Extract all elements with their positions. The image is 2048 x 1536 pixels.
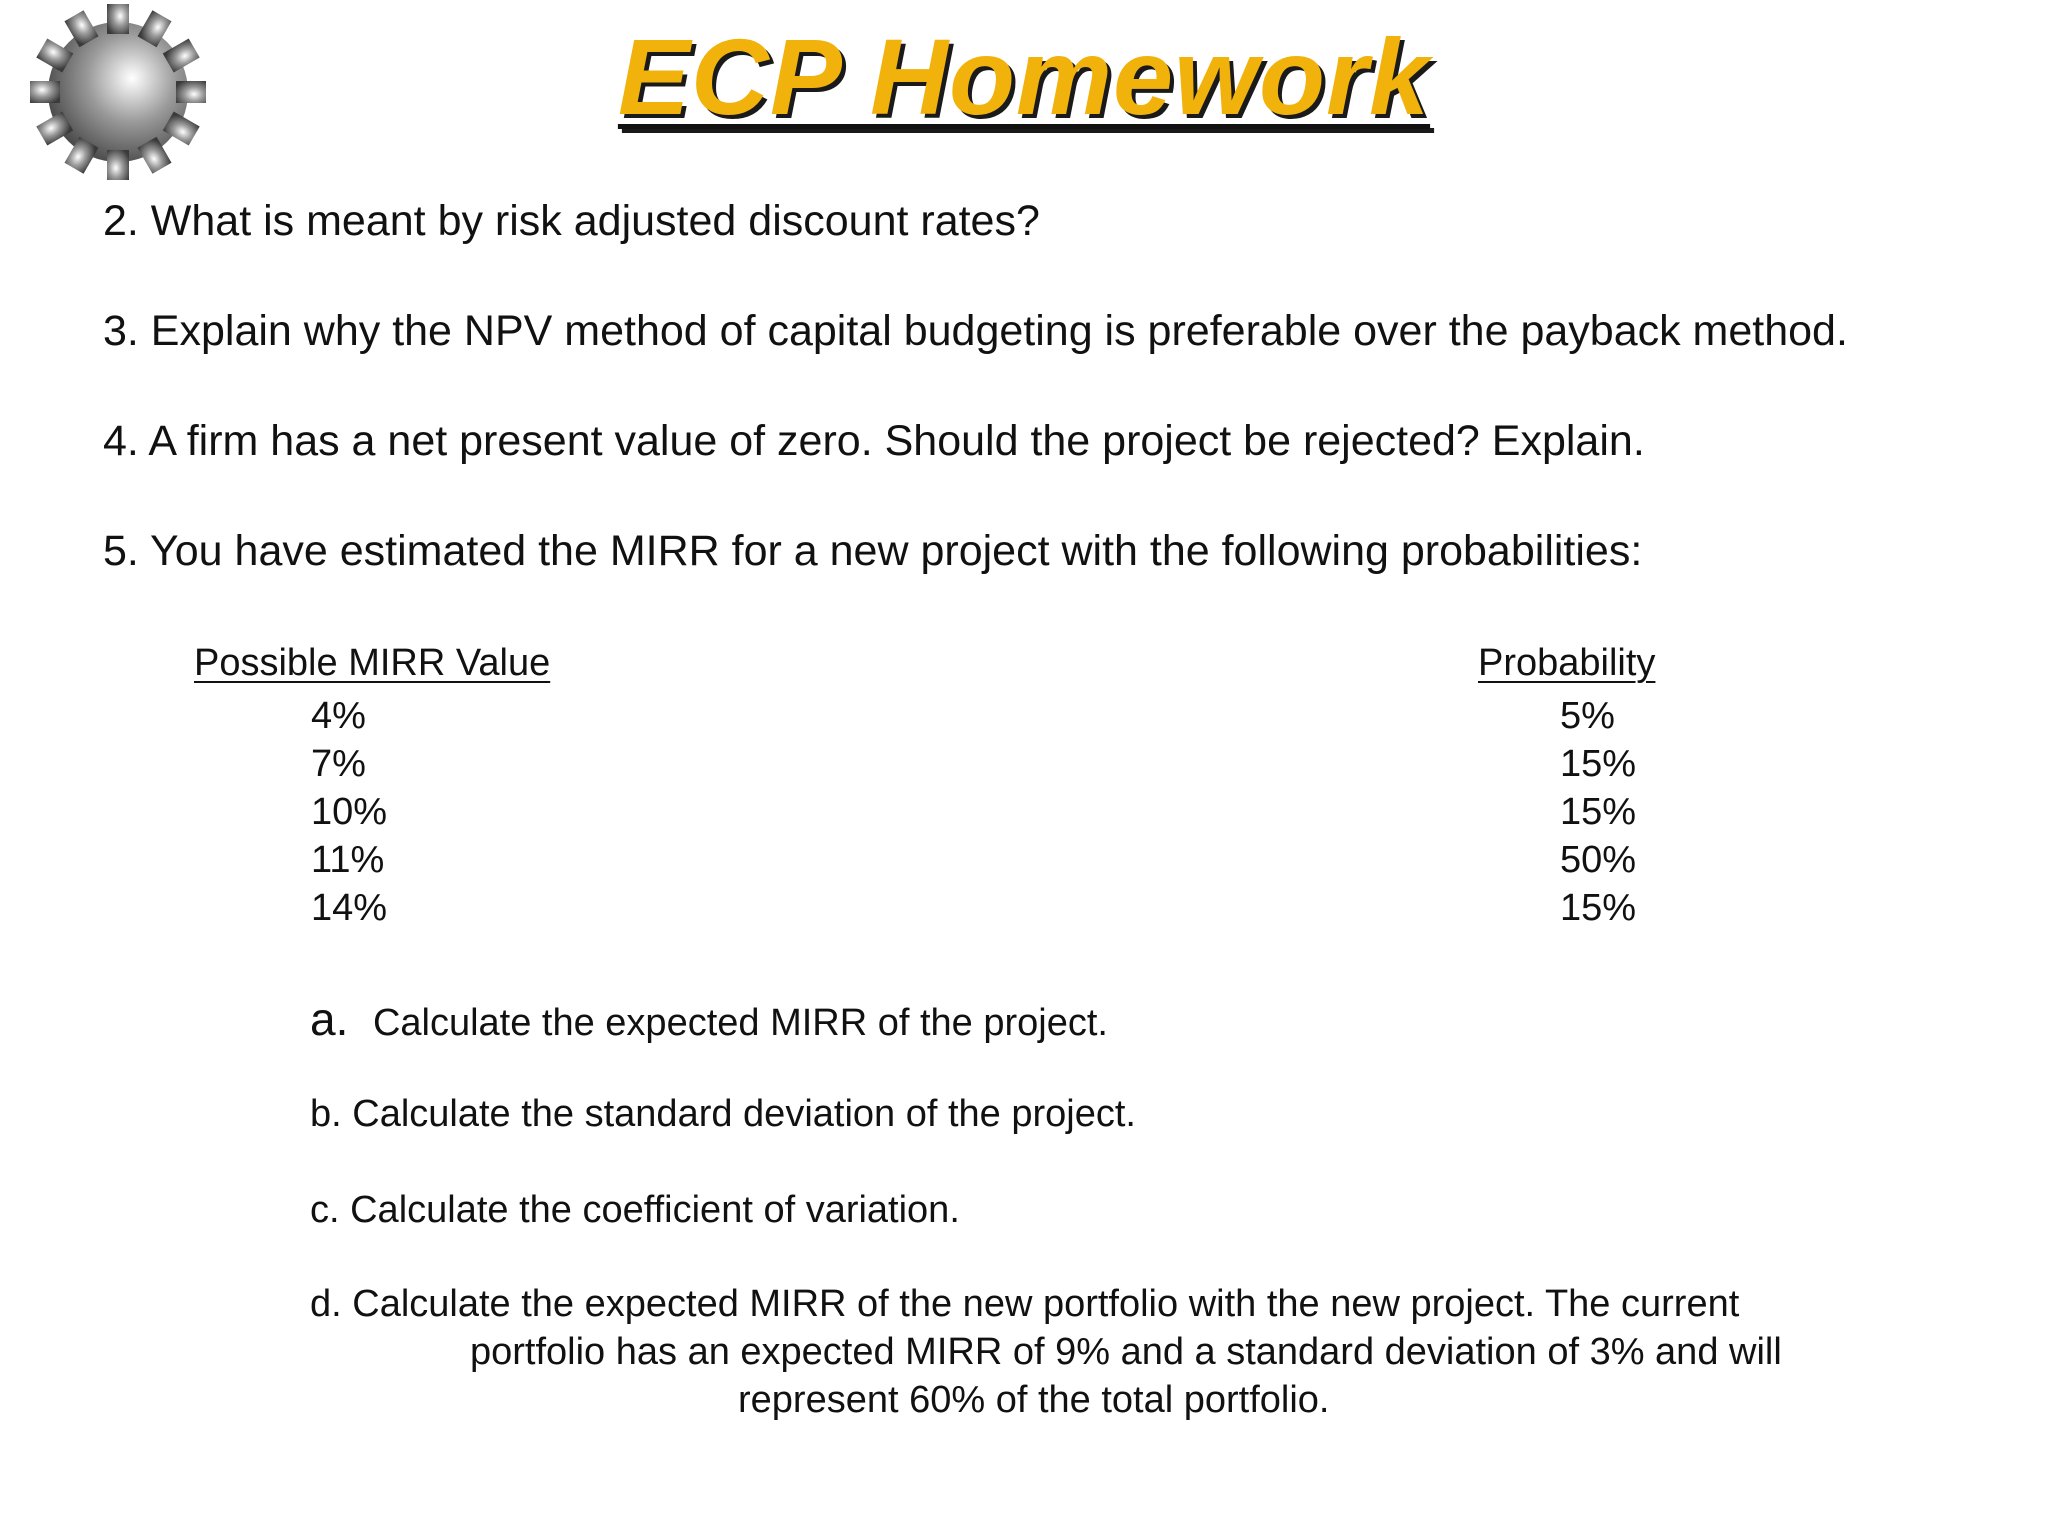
mirr-value: 10% [311, 791, 388, 833]
probability-value: 50% [1560, 839, 1637, 881]
question-4: 4. A firm has a net present value of zero. Should the project be rejected? Explain. [103, 417, 1645, 465]
subquestion-d-line-2: portfolio has an expected MIRR of 9% and a standard deviation of 3% and will [470, 1331, 1782, 1373]
subquestion-d [310, 1280, 1870, 1424]
subquestion-b: b. Calculate the standard deviation of the project. [310, 1093, 1136, 1135]
header-mirr: Possible MIRR Value [194, 642, 551, 684]
mirr-value: 7% [311, 743, 366, 785]
probability-value: 15% [1560, 791, 1637, 833]
mirr-value: 4% [311, 695, 366, 737]
question-2: 2. What is meant by risk adjusted discount rates? [103, 197, 1040, 245]
subquestion-a-text: Calculate the expected MIRR of the project. [372, 1002, 1108, 1044]
question-5: 5. You have estimated the MIRR for a new project with the following probabilities: [103, 527, 1643, 575]
header-probability: Probability [1478, 642, 1656, 684]
page-title [0, 18, 2048, 137]
subquestion-d-line-1: d. Calculate the expected MIRR of the new portfolio with the new project. The current [310, 1283, 1740, 1325]
probability-value: 15% [1560, 887, 1637, 929]
subquestion-a [310, 992, 1108, 1047]
subquestion-a-marker: a. [310, 993, 349, 1045]
mirr-value: 14% [311, 887, 388, 929]
subquestion-d-line-3: represent 60% of the total portfolio. [738, 1379, 1330, 1421]
subquestion-c: c. Calculate the coefficient of variation. [310, 1189, 960, 1231]
page-title-text: ECP Homework [617, 16, 1431, 137]
question-3: 3. Explain why the NPV method of capital budgeting is preferable over the payback method. [103, 307, 1848, 355]
probability-value: 15% [1560, 743, 1637, 785]
probability-value: 5% [1560, 695, 1615, 737]
mirr-value: 11% [311, 839, 385, 881]
